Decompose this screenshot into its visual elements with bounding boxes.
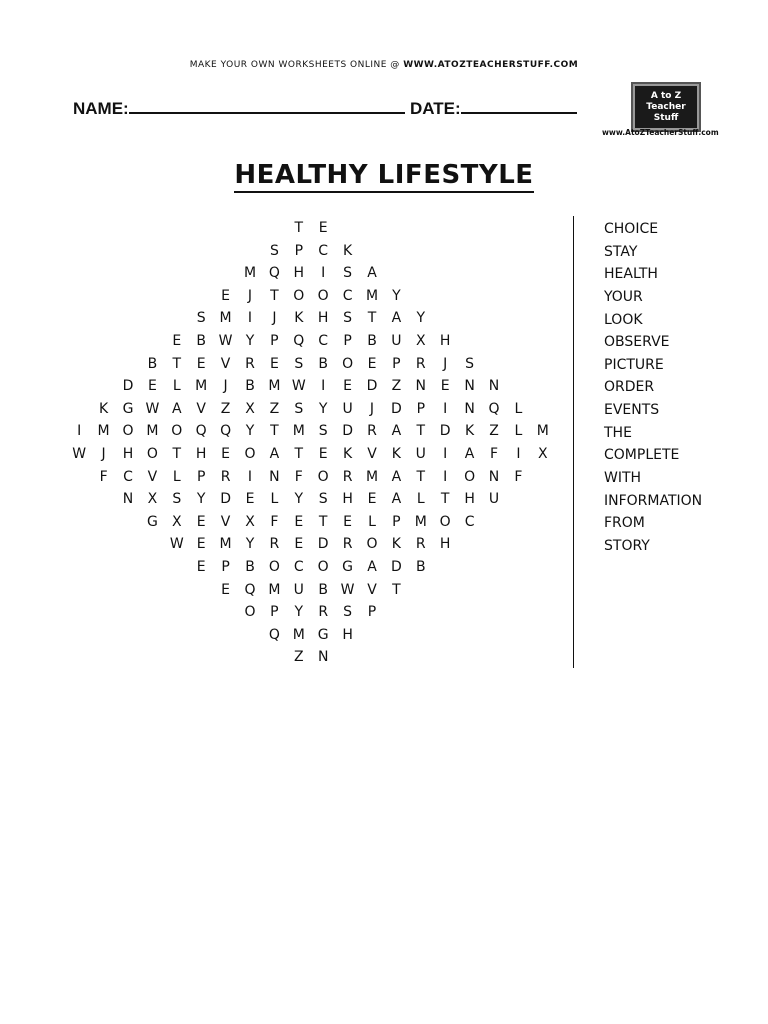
grid-letter[interactable]: J — [272, 310, 277, 327]
grid-letter[interactable]: B — [245, 378, 255, 395]
grid-letter[interactable]: T — [270, 287, 279, 304]
grid-letter[interactable]: R — [415, 536, 426, 553]
grid-letter[interactable]: O — [342, 355, 354, 372]
grid-letter[interactable]: Z — [391, 378, 402, 395]
grid-letter[interactable]: O — [366, 536, 378, 553]
grid-letter[interactable]: P — [367, 604, 377, 621]
grid-letter[interactable]: L — [172, 468, 181, 485]
grid-letter[interactable]: H — [317, 310, 329, 327]
grid-letter[interactable]: M — [365, 287, 379, 304]
grid-letter[interactable]: Q — [268, 626, 280, 643]
word-list-item: FROM — [604, 515, 645, 532]
grid-letter[interactable]: O — [268, 559, 280, 575]
grid-letter[interactable]: S — [318, 423, 328, 440]
grid-letter[interactable]: S — [196, 310, 206, 327]
grid-letter[interactable]: V — [220, 513, 231, 530]
grid-letter[interactable]: D — [391, 559, 402, 575]
grid-letter[interactable]: I — [443, 468, 448, 485]
grid-letter[interactable]: Y — [196, 491, 206, 508]
grid-letter[interactable]: O — [146, 446, 158, 462]
grid-letter[interactable]: Z — [269, 400, 280, 417]
grid-letter[interactable]: E — [343, 513, 353, 530]
grid-letter[interactable]: R — [342, 468, 353, 485]
grid-letter[interactable]: B — [196, 333, 206, 349]
grid-letter[interactable]: Z — [294, 649, 304, 666]
grid-letter[interactable]: E — [147, 378, 157, 395]
grid-letter[interactable]: G — [146, 513, 158, 530]
grid-letter[interactable]: X — [147, 491, 158, 508]
grid-letter[interactable]: M — [292, 626, 305, 643]
grid-letter[interactable]: J — [101, 446, 106, 462]
grid-letter[interactable]: O — [171, 423, 183, 440]
grid-letter[interactable]: T — [172, 355, 182, 372]
grid-letter[interactable]: T — [270, 423, 279, 440]
grid-letter[interactable]: P — [294, 242, 304, 259]
grid-letter[interactable]: R — [269, 536, 280, 553]
grid-letter[interactable]: V — [367, 581, 377, 598]
grid-letter[interactable]: W — [291, 378, 306, 395]
grid-letter[interactable]: U — [342, 400, 353, 417]
grid-letter[interactable]: D — [317, 536, 329, 553]
grid-letter[interactable]: Q — [268, 265, 280, 282]
grid-letter[interactable]: R — [415, 355, 426, 372]
grid-letter[interactable]: L — [368, 513, 376, 530]
grid-letter[interactable]: I — [247, 468, 253, 485]
grid-letter[interactable]: W — [72, 446, 87, 462]
grid-letter[interactable]: U — [293, 581, 304, 598]
grid-letter[interactable]: E — [367, 355, 377, 372]
grid-letter[interactable]: A — [464, 446, 475, 462]
grid-letter[interactable]: I — [443, 400, 448, 417]
atoz-logo — [631, 82, 701, 132]
grid-letter[interactable]: R — [318, 604, 329, 621]
word-list-item: YOUR — [604, 288, 643, 305]
grid-letter[interactable]: A — [391, 491, 402, 508]
grid-letter[interactable]: M — [219, 310, 232, 327]
grid-letter[interactable]: Y — [392, 287, 401, 304]
grid-letter[interactable]: T — [367, 310, 377, 327]
word-list-item: CHOICE — [604, 221, 659, 237]
grid-letter[interactable]: L — [514, 423, 523, 440]
grid-letter[interactable]: S — [465, 355, 475, 372]
grid-letter[interactable]: L — [270, 491, 279, 508]
grid-letter[interactable]: B — [245, 559, 255, 575]
grid-letter[interactable]: X — [538, 446, 548, 462]
grid-letter[interactable]: Y — [318, 400, 328, 417]
grid-letter[interactable]: P — [196, 468, 206, 485]
grid-letter[interactable]: S — [269, 242, 279, 259]
grid-letter[interactable]: E — [343, 378, 353, 395]
grid-letter[interactable]: R — [342, 536, 353, 553]
grid-letter[interactable]: V — [147, 468, 158, 485]
grid-letter[interactable]: K — [465, 423, 475, 440]
word-list — [604, 218, 702, 558]
grid-letter[interactable]: R — [220, 468, 231, 485]
grid-letter[interactable]: V — [367, 446, 377, 462]
grid-letter[interactable]: K — [391, 446, 401, 462]
grid-letter[interactable]: G — [342, 559, 354, 575]
grid-letter[interactable]: C — [293, 559, 304, 575]
grid-letter[interactable]: F — [514, 468, 523, 485]
grid-letter[interactable]: M — [536, 423, 549, 440]
grid-letter[interactable]: F — [99, 468, 108, 485]
grid-letter[interactable]: O — [317, 468, 329, 485]
grid-letter[interactable]: A — [391, 310, 402, 327]
grid-letter[interactable]: F — [270, 513, 279, 530]
grid-letter[interactable]: K — [99, 400, 109, 417]
word-list-item: PICTURE — [604, 356, 664, 373]
grid-letter[interactable]: Q — [195, 423, 207, 440]
grid-letter[interactable]: A — [367, 265, 377, 282]
grid-letter[interactable]: T — [172, 446, 182, 462]
logo-line-1: A to Z — [650, 90, 682, 101]
grid-letter[interactable]: M — [243, 265, 257, 282]
grid-letter[interactable]: J — [443, 355, 448, 372]
grid-letter[interactable]: W — [218, 333, 233, 349]
grid-letter[interactable]: T — [416, 468, 426, 485]
grid-letter[interactable]: K — [343, 446, 353, 462]
grid-letter[interactable]: P — [343, 333, 352, 349]
grid-letter[interactable]: B — [318, 581, 328, 598]
grid-letter[interactable]: A — [391, 423, 402, 440]
word-list-item: THE — [604, 424, 632, 441]
word-list-item: ORDER — [604, 379, 655, 396]
logo-url: www.AtoZTeacherStuff.com — [602, 128, 719, 137]
grid-letter[interactable]: Y — [294, 604, 304, 621]
grid-letter[interactable]: K — [343, 242, 353, 259]
grid-letter[interactable]: H — [342, 491, 353, 508]
grid-letter[interactable]: Z — [220, 400, 231, 417]
grid-letter[interactable]: S — [294, 355, 304, 372]
grid-letter[interactable]: Y — [245, 423, 255, 440]
grid-letter[interactable]: N — [269, 468, 280, 485]
grid-letter[interactable]: B — [147, 355, 158, 372]
grid-letter[interactable]: J — [369, 400, 375, 417]
grid-letter[interactable]: W — [340, 581, 355, 598]
grid-letter[interactable]: E — [318, 446, 328, 462]
grid-letter[interactable]: T — [392, 581, 401, 598]
grid-letter[interactable]: E — [294, 513, 304, 530]
logo-line-2: Teacher — [646, 101, 686, 112]
promo-site: WWW.ATOZTEACHERSTUFF.COM — [403, 60, 579, 70]
grid-letter[interactable]: I — [247, 310, 253, 327]
grid-letter[interactable]: E — [318, 220, 328, 236]
word-list-item: STAY — [604, 243, 638, 260]
grid-letter[interactable]: E — [221, 446, 231, 462]
grid-letter[interactable]: M — [97, 423, 110, 440]
grid-letter[interactable]: T — [318, 513, 328, 530]
grid-letter[interactable]: O — [439, 513, 451, 530]
grid-letter[interactable]: D — [220, 491, 231, 508]
grid-letter[interactable]: A — [391, 468, 402, 485]
grid-letter[interactable]: H — [342, 626, 353, 643]
grid-letter[interactable]: W — [145, 400, 160, 417]
grid-letter[interactable]: V — [220, 355, 231, 372]
grid-letter[interactable]: C — [318, 333, 329, 349]
grid-letter[interactable]: M — [414, 513, 427, 530]
grid-letter[interactable]: M — [268, 581, 281, 598]
grid-letter[interactable]: D — [122, 378, 134, 395]
grid-letter[interactable]: S — [172, 491, 182, 508]
grid-letter[interactable]: E — [221, 581, 231, 598]
grid-letter[interactable]: P — [392, 513, 401, 530]
grid-letter[interactable]: H — [122, 446, 134, 462]
grid-letter[interactable]: C — [342, 287, 353, 304]
column-divider — [573, 216, 574, 668]
grid-letter[interactable]: E — [367, 491, 377, 508]
grid-letter[interactable]: Y — [294, 491, 304, 508]
grid-letter[interactable]: C — [123, 468, 133, 485]
grid-letter[interactable]: E — [196, 513, 206, 530]
grid-letter[interactable]: T — [294, 446, 304, 462]
word-list-item: COMPLETE — [604, 447, 680, 464]
grid-letter[interactable]: A — [367, 559, 377, 575]
grid-letter[interactable]: D — [439, 423, 451, 440]
grid-letter[interactable]: B — [415, 559, 426, 575]
grid-letter[interactable]: P — [416, 400, 426, 417]
grid-letter[interactable]: M — [268, 378, 281, 395]
grid-letter[interactable]: M — [195, 378, 208, 395]
grid-letter[interactable]: N — [464, 378, 475, 395]
grid-letter[interactable]: E — [196, 536, 206, 553]
grid-letter[interactable]: E — [269, 355, 279, 372]
grid-letter[interactable]: J — [247, 287, 253, 304]
grid-letter[interactable]: N — [464, 400, 475, 417]
name-label: NAME: — [73, 99, 129, 118]
grid-letter[interactable]: D — [342, 423, 353, 440]
grid-letter[interactable]: L — [172, 378, 181, 395]
grid-letter[interactable]: I — [77, 423, 82, 440]
grid-letter[interactable]: E — [196, 559, 206, 575]
word-list-item: LOOK — [604, 311, 643, 328]
grid-letter[interactable]: R — [367, 423, 377, 440]
grid-letter[interactable]: X — [245, 400, 255, 417]
grid-letter[interactable]: P — [392, 355, 401, 372]
grid-letter[interactable]: P — [270, 333, 279, 349]
grid-letter[interactable]: G — [317, 626, 329, 643]
grid-letter[interactable]: X — [172, 513, 182, 530]
grid-letter[interactable]: B — [318, 355, 328, 372]
grid-letter[interactable]: T — [440, 491, 450, 508]
grid-letter[interactable]: C — [464, 513, 475, 530]
grid-letter[interactable]: M — [146, 423, 159, 440]
word-list-item: OBSERVE — [604, 334, 670, 351]
grid-letter[interactable]: O — [293, 287, 305, 304]
date-label: DATE: — [410, 99, 461, 118]
grid-letter[interactable]: M — [292, 423, 305, 440]
grid-letter[interactable]: N — [317, 649, 329, 666]
grid-letter[interactable]: S — [343, 265, 353, 282]
word-list-item: WITH — [604, 470, 642, 487]
promo-text: MAKE YOUR OWN WORKSHEETS ONLINE @ — [189, 60, 400, 70]
grid-letter[interactable]: V — [196, 400, 206, 417]
grid-letter[interactable]: H — [293, 265, 305, 282]
grid-letter[interactable]: O — [244, 604, 256, 621]
title-text: HEALTHY LIFESTYLE — [234, 160, 533, 193]
grid-letter[interactable]: I — [443, 446, 448, 462]
grid-letter[interactable]: Q — [293, 333, 305, 349]
grid-letter[interactable]: Y — [245, 536, 255, 553]
grid-letter[interactable]: A — [172, 400, 182, 417]
grid-letter[interactable]: S — [294, 400, 304, 417]
grid-letter[interactable]: C — [318, 242, 329, 259]
word-list-item: EVENTS — [604, 402, 660, 419]
grid-letter[interactable]: I — [516, 446, 521, 462]
grid-letter[interactable]: U — [415, 446, 426, 462]
grid-letter[interactable]: W — [169, 536, 184, 553]
grid-letter[interactable]: H — [439, 536, 451, 553]
grid-letter[interactable]: F — [489, 446, 499, 462]
grid-letter[interactable]: O — [317, 287, 329, 304]
grid-letter[interactable]: S — [343, 604, 353, 621]
grid-letter[interactable]: X — [245, 513, 255, 530]
grid-letter[interactable]: F — [294, 468, 303, 485]
grid-letter[interactable]: E — [294, 536, 304, 553]
grid-letter[interactable]: N — [415, 378, 427, 395]
grid-letter[interactable]: L — [416, 491, 425, 508]
grid-letter[interactable]: S — [343, 310, 353, 327]
grid-letter[interactable]: R — [245, 355, 255, 372]
grid-letter[interactable]: Q — [488, 400, 500, 417]
grid-letter[interactable]: J — [223, 378, 228, 395]
grid-letter[interactable]: M — [219, 536, 232, 553]
grid-letter[interactable]: K — [294, 310, 304, 327]
grid-letter[interactable]: E — [245, 491, 255, 508]
grid-letter[interactable]: P — [270, 604, 279, 621]
grid-letter[interactable]: D — [366, 378, 378, 395]
grid-letter[interactable]: Y — [245, 333, 255, 349]
grid-letter[interactable]: P — [221, 559, 230, 575]
grid-letter[interactable]: D — [391, 400, 402, 417]
grid-letter[interactable]: A — [269, 446, 280, 462]
grid-letter[interactable]: E — [172, 333, 182, 349]
grid-letter[interactable]: S — [318, 491, 328, 508]
grid-letter[interactable]: O — [244, 446, 256, 462]
grid-letter[interactable]: O — [317, 559, 329, 575]
grid-letter[interactable]: N — [488, 378, 500, 395]
grid-letter[interactable]: B — [367, 333, 377, 349]
grid-letter[interactable]: Q — [244, 581, 256, 598]
grid-letter[interactable]: X — [416, 333, 426, 349]
grid-letter[interactable]: E — [440, 378, 450, 395]
grid-letter[interactable]: M — [365, 468, 379, 485]
word-search-grid — [0, 0, 570, 680]
grid-letter[interactable]: L — [514, 400, 523, 417]
grid-letter[interactable]: I — [321, 378, 326, 395]
grid-letter[interactable]: Z — [489, 423, 499, 440]
grid-letter[interactable]: O — [122, 423, 134, 440]
grid-letter[interactable]: Q — [220, 423, 232, 440]
logo-line-3: Stuff — [653, 112, 679, 123]
grid-letter[interactable]: O — [464, 468, 476, 485]
grid-letter[interactable]: G — [122, 400, 134, 417]
grid-letter[interactable]: T — [294, 220, 304, 236]
grid-letter[interactable]: H — [439, 333, 451, 349]
grid-letter[interactable]: N — [488, 468, 500, 485]
grid-letter[interactable]: Y — [416, 310, 426, 327]
grid-letter[interactable]: I — [321, 265, 326, 282]
grid-letter[interactable]: U — [488, 491, 500, 508]
grid-letter[interactable]: H — [464, 491, 475, 508]
word-list-item: STORY — [604, 537, 650, 554]
grid-letter[interactable]: T — [416, 423, 426, 440]
word-list-item: HEALTH — [604, 266, 658, 283]
grid-letter[interactable]: E — [221, 287, 231, 304]
grid-letter[interactable]: K — [391, 536, 401, 553]
grid-letter[interactable]: E — [196, 355, 206, 372]
grid-letter[interactable]: H — [195, 446, 207, 462]
word-list-item: INFORMATION — [604, 492, 703, 509]
grid-letter[interactable]: U — [391, 333, 402, 349]
grid-letter[interactable]: N — [122, 491, 134, 508]
